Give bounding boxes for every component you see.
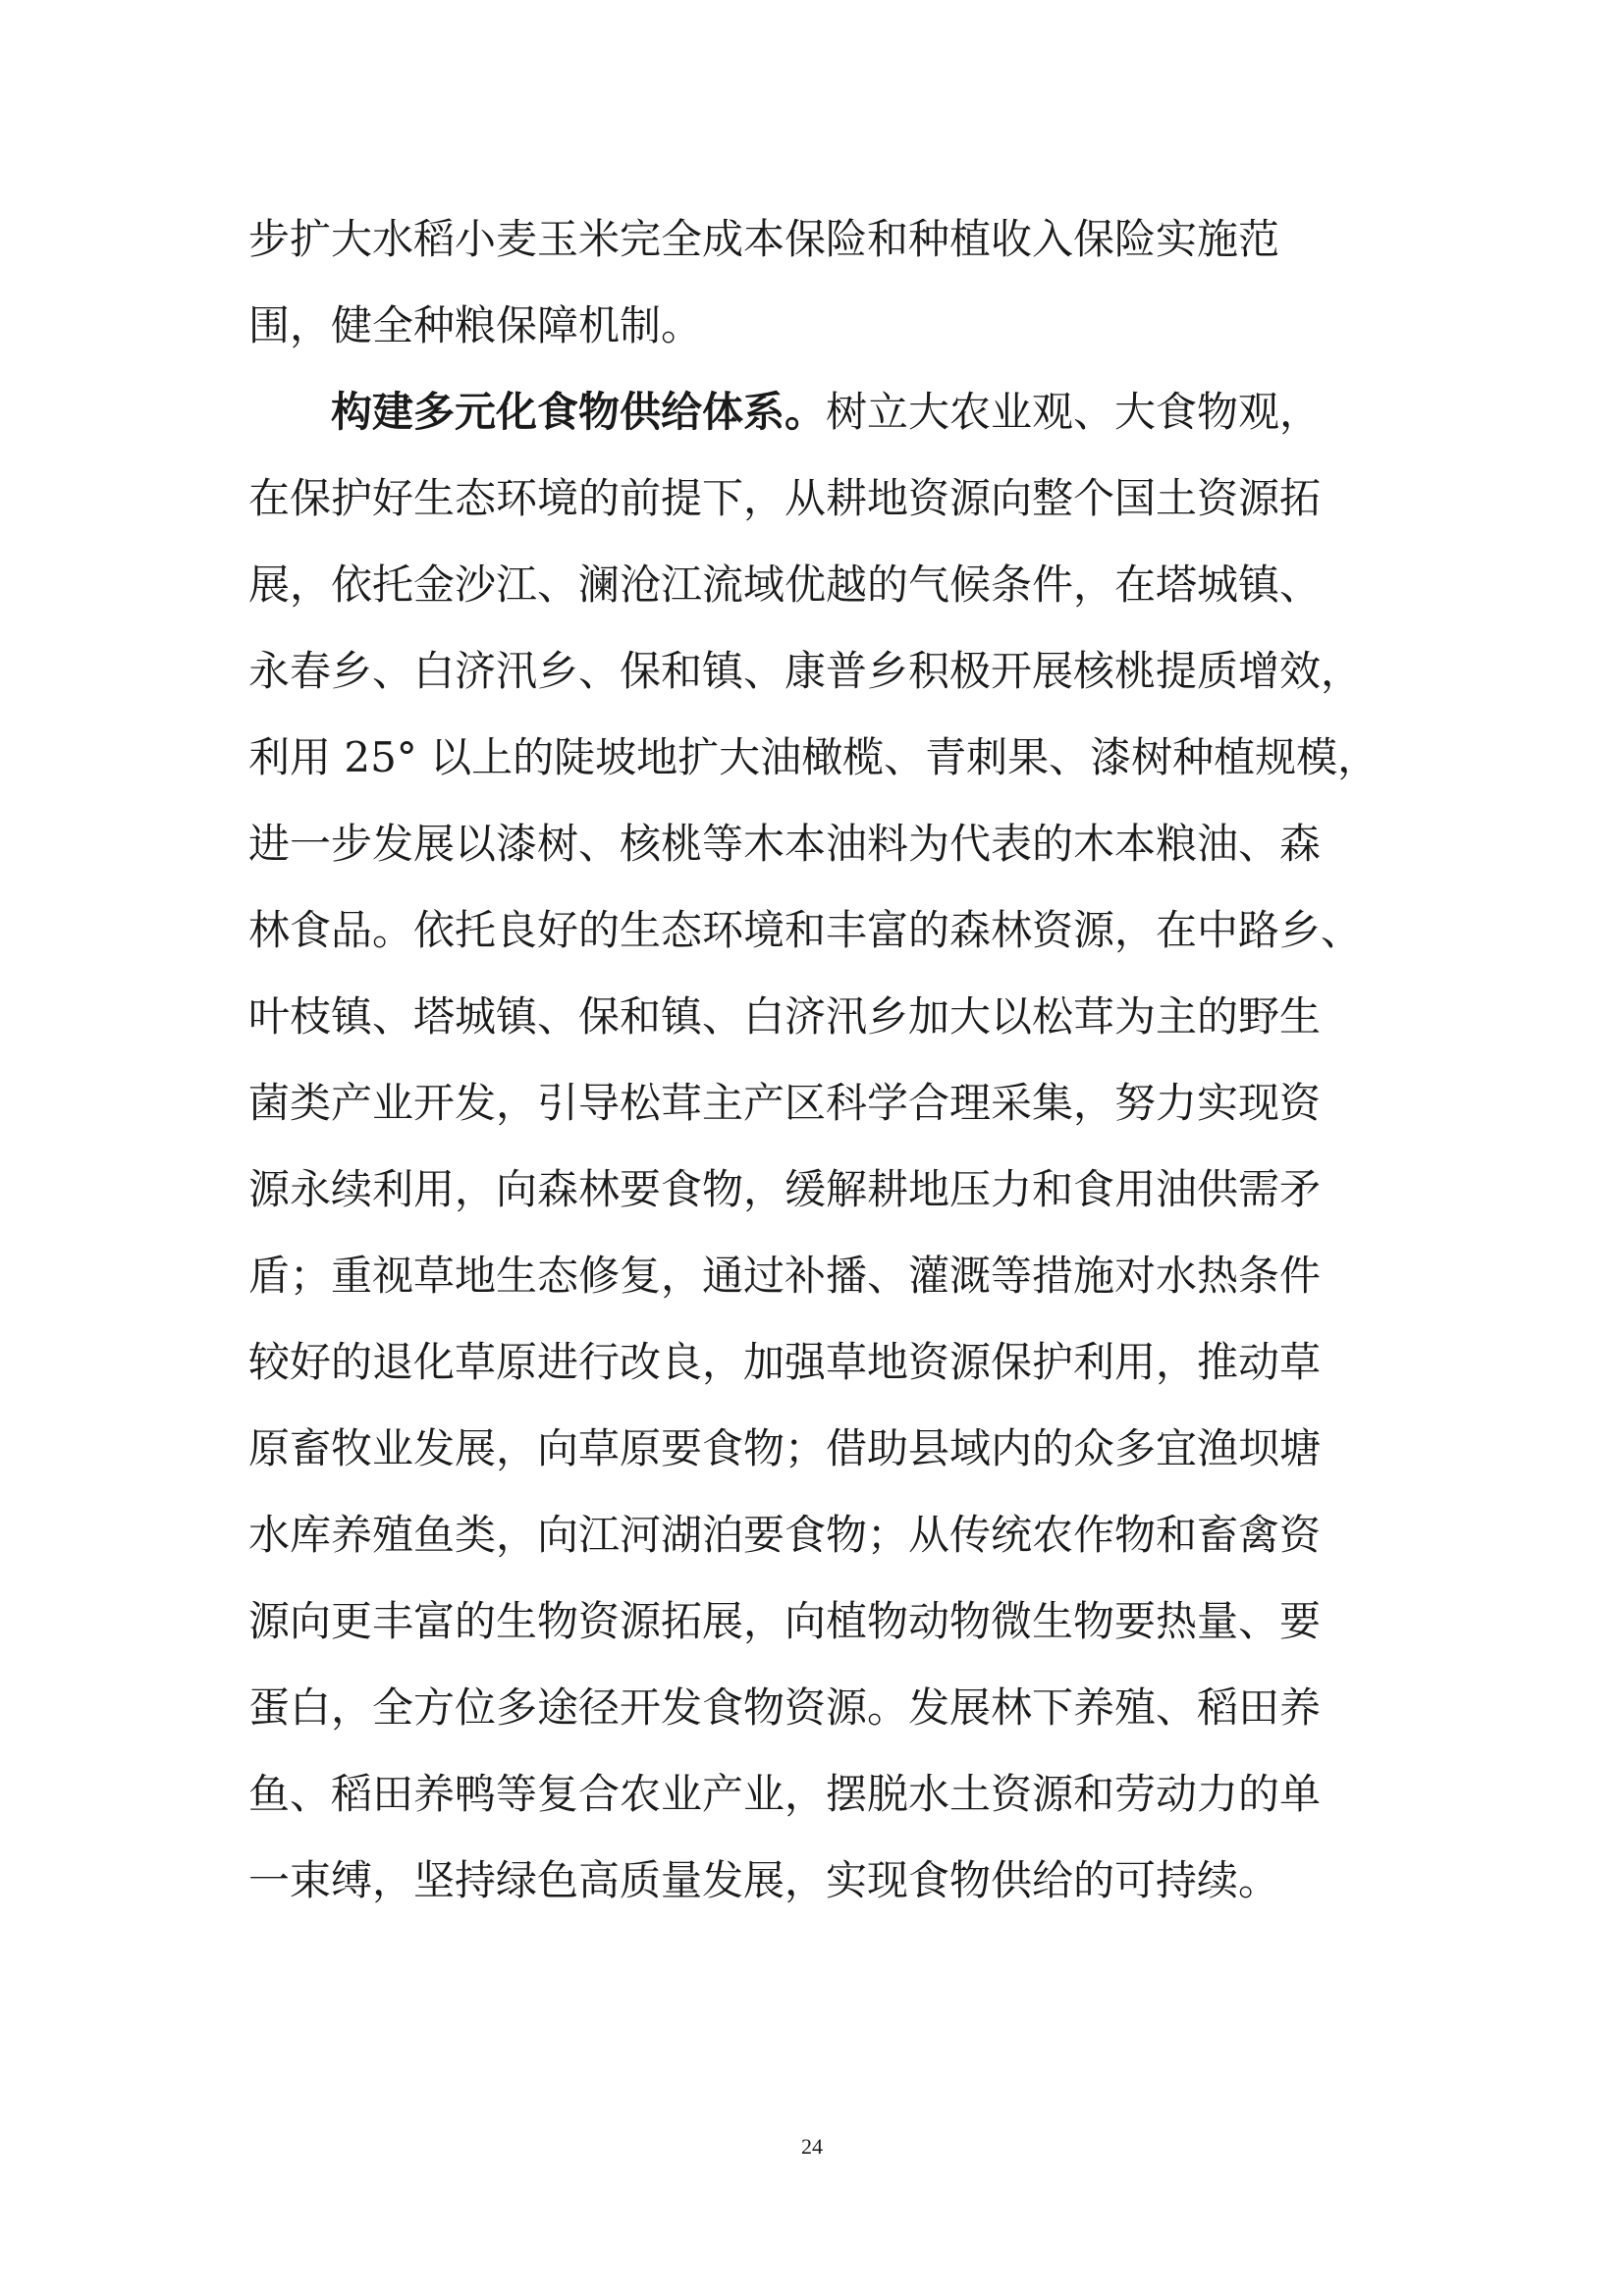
text-line: 展，依托金沙江、澜沧江流域优越的气候条件，在塔城镇、	[248, 561, 1322, 609]
text-line: 林食品。依托良好的生态环境和丰富的森林资源，在中路乡、	[248, 906, 1363, 954]
paragraph-first-line-text: 树立大农业观、大食物观，	[826, 388, 1322, 436]
text-line: 鱼、稻田养鸭等复合农业产业，摆脱水土资源和劳动力的单	[248, 1770, 1322, 1818]
text-line: 源永续利用，向森林要食物，缓解耕地压力和食用油供需矛	[248, 1165, 1322, 1213]
text-line: 盾；重视草地生态修复，通过补播、灌溉等措施对水热条件	[248, 1252, 1322, 1300]
paragraph-first-line	[248, 369, 1378, 455]
text-line: 原畜牧业发展，向草原要食物；借助县域内的众多宜渔坝塘	[248, 1424, 1322, 1472]
text-line: 菌类产业开发，引导松茸主产区科学合理采集，努力实现资	[248, 1079, 1322, 1127]
text-line: 一束缚，坚持绿色高质量发展，实现食物供给的可持续。	[248, 1856, 1280, 1904]
page-number: 24	[801, 2134, 823, 2159]
text-line: 利用 25° 以上的陡坡地扩大油橄榄、青刺果、漆树种植规模，	[248, 733, 1380, 781]
text-line: 水库养殖鱼类，向江河湖泊要食物；从传统农作物和畜禽资	[248, 1511, 1322, 1559]
paragraph-heading: 构建多元化食物供给体系。	[331, 388, 827, 436]
text-line: 围，健全种粮保障机制。	[248, 301, 703, 349]
text-line: 步扩大水稻小麦玉米完全成本保险和种植收入保险实施范	[248, 215, 1280, 263]
text-line: 进一步发展以漆树、核桃等木本油料为代表的木本粮油、森	[248, 820, 1322, 868]
text-line: 永春乡、白济汛乡、保和镇、康普乡积极开展核桃提质增效，	[248, 647, 1363, 695]
body-text	[248, 196, 1378, 1924]
text-line: 源向更丰富的生物资源拓展，向植物动物微生物要热量、要	[248, 1597, 1322, 1645]
text-line: 在保护好生态环境的前提下，从耕地资源向整个国土资源拓	[248, 474, 1322, 522]
text-line: 较好的退化草原进行改良，加强草地资源保护利用，推动草	[248, 1338, 1322, 1386]
text-line: 叶枝镇、塔城镇、保和镇、白济汛乡加大以松茸为主的野生	[248, 992, 1322, 1041]
text-line: 蛋白，全方位多途径开发食物资源。发展林下养殖、稻田养	[248, 1683, 1322, 1732]
